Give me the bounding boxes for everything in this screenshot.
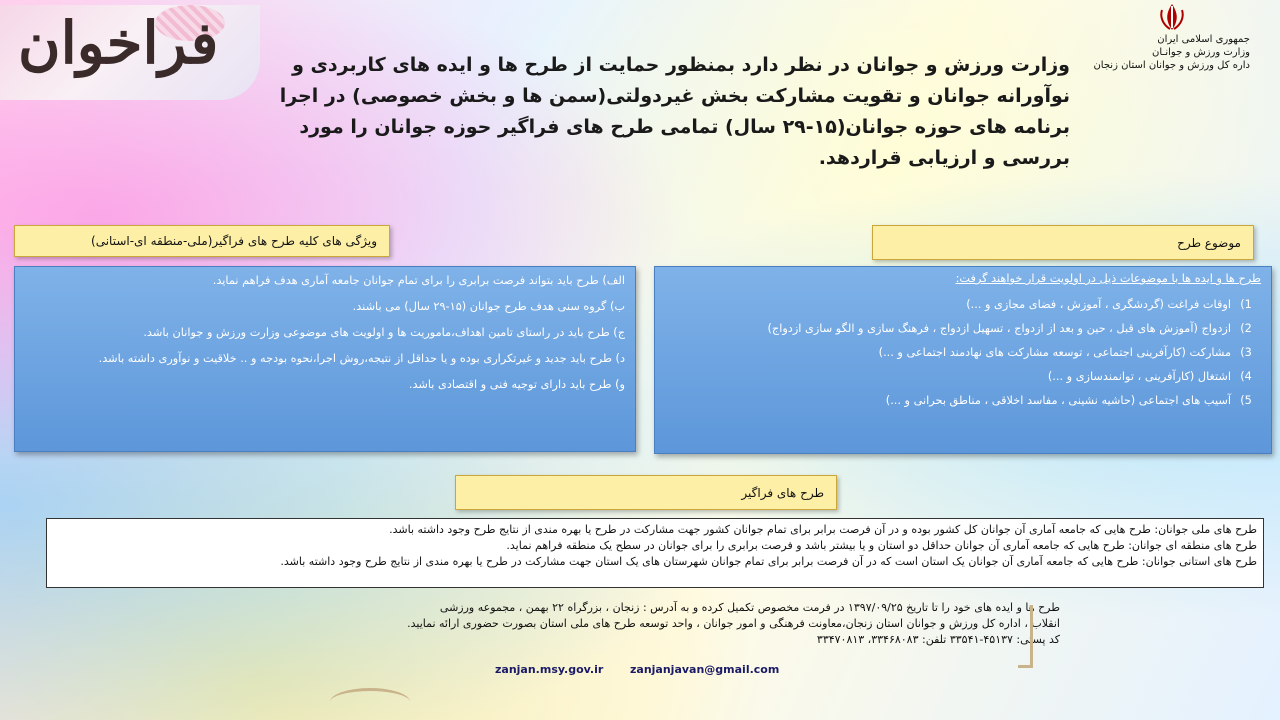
subject-item [665, 345, 1261, 361]
feature-item: د) طرح باید جدید و غیرتکراری بوده و یا حداقل از نتیجه،روش اجرا،نحوه بودجه و .. خلاقیت و نوآوری داشته باشد. [98, 352, 625, 365]
scopes-box [46, 518, 1264, 588]
subject-item-text: آسیب های اجتماعی (حاشیه نشینی ، مفاسد اخلاقی ، مناطق بحرانی و ...) [885, 394, 1231, 407]
org-line-ministry: وزارت ورزش و جوانـان [1152, 47, 1250, 58]
subject-label [872, 225, 1254, 260]
features-label-text: ویژگی های کلیه طرح های فراگیر(ملی-منطقه ای-استانی) [91, 234, 377, 248]
subject-item-text: اوقات فراغت (گردشگری ، آموزش ، فضای مجازی و ...) [966, 298, 1231, 311]
subject-item [665, 321, 1261, 337]
comprehensive-label-text: طرح های فراگیر [741, 485, 824, 500]
email-link[interactable]: zanjanjavan@gmail.com [630, 663, 780, 676]
decorative-bracket-icon [1018, 605, 1033, 668]
headline: وزارت ورزش و جوانان در نظر دارد بمنظور حمایت از طرح ها و ایده های کاربردی و نوآورانه جوانان و تقویت مشارکت بخش غیردولتی(سمن ها و بخش خصوصی) در اجرا برنامه های حوزه جوانان(۱۵-۲۹ سال) تمامی طرح های فراگیر حوزه جوانان را مورد بررسی و ارزیابی قراردهد. [279, 54, 1070, 169]
org-line-country: جمهوری اسلامی ایران [1157, 34, 1250, 45]
scope-regional: طرح های منطقه ای جوانان: طرح هایی که جامعه آماری آن جوانان حداقل دو استان و یا بیشتر باشد و فرصت برابری را برای جوانان در سطح یک منطقه فراهم نماید. [506, 539, 1257, 552]
feature-item: ج) طرح باید در راستای تامین اهداف،ماموریت ها و اولویت های موضوعی وزارت ورزش و جوانان باشد. [143, 326, 625, 339]
subject-item-text: مشارکت (کارآفرینی اجتماعی ، توسعه مشارکت های نهادمند اجتماعی و ...) [878, 346, 1231, 359]
footer-info [260, 600, 1060, 648]
subject-item-number: 5) [1240, 394, 1252, 407]
subject-item [665, 369, 1261, 385]
org-line-office: داره کل ورزش و جوانان استان زنجان [1093, 60, 1250, 71]
website-link[interactable]: zanjan.msy.gov.ir [495, 663, 604, 676]
iran-emblem-icon [1152, 2, 1192, 32]
footer-line-deadline: طرح ها و ایده های خود را تا تاریخ ۱۳۹۷/۰۹/۲۵ در فرمت مخصوص تکمیل کرده و به آدرس : زنجان ، بزرگراه ۲۲ بهمن ، مجموعه ورزشی [439, 601, 1060, 614]
subject-intro: طرح ها و ایده ها با موضوعات ذیل در اولویت قرار خواهند گرفت: [955, 272, 1261, 285]
subject-item [665, 297, 1261, 313]
scope-provincial: طرح های استانی جوانان: طرح هایی که جامعه آماری آن جوانان یک استان است که در آن فرصت برابر برای تمام جوانان شهرستان های یک استان جهت مشارکت در طرح یا بهره مندی از نتایج طرح وجود داشته باشد. [280, 555, 1257, 568]
subject-item-text: اشتغال (کارآفرینی ، توانمندسازی و ...) [1047, 370, 1231, 383]
subject-label-text: موضوع طرح [1177, 235, 1241, 250]
feature-item: الف) طرح باید بتواند فرصت برابری را برای تمام جوانان جامعه آماری هدف فراهم نماید. [212, 274, 625, 287]
features-box [14, 266, 636, 452]
features-label [14, 225, 390, 257]
subject-item-number: 4) [1240, 370, 1252, 383]
subject-item-number: 3) [1240, 346, 1252, 359]
subject-item-number: 1) [1240, 298, 1252, 311]
subject-item [665, 393, 1261, 409]
footer-line-address: انقلاب ، اداره کل ورزش و جوانان استان زنجان،معاونت فرهنگی و امور جوانان ، واحد توسعه طرح های ملی استان بصورت حضوری ارائه نمایید. [407, 617, 1060, 630]
org-name-lines [1050, 33, 1250, 72]
comprehensive-label [455, 475, 837, 510]
brand-banner [0, 5, 260, 100]
subject-item-number: 2) [1240, 322, 1252, 335]
feature-item: ب) گروه سنی هدف طرح جوانان (۱۵-۲۹ سال) می باشند. [352, 300, 625, 313]
scope-national: طرح های ملی جوانان: طرح هایی که جامعه آماری آن جوانان کل کشور بوده و در آن فرصت برابر برای تمام جوانان کشور جهت مشارکت در طرح یا بهره مندی از نتایج طرح وجود داشته باشد. [389, 523, 1257, 536]
feature-item: و) طرح باید دارای توجیه فنی و اقتصادی باشد. [408, 378, 625, 391]
footer-line-contact: کد پستی: ۴۵۱۳۷-۳۳۵۴۱ تلفن: ۳۳۴۶۸۰۸۳، ۳۳۴۷۰۸۱۳ [816, 633, 1060, 646]
brand-calligraphy: فراخوان [18, 9, 219, 77]
decorative-swoosh-icon [330, 688, 410, 716]
subject-item-text: ازدواج (آموزش های قبل ، حین و بعد از ازدواج ، تسهیل ازدواج ، فرهنگ سازی و الگو سازی ازدواج) [767, 322, 1231, 335]
subject-box [654, 266, 1272, 454]
